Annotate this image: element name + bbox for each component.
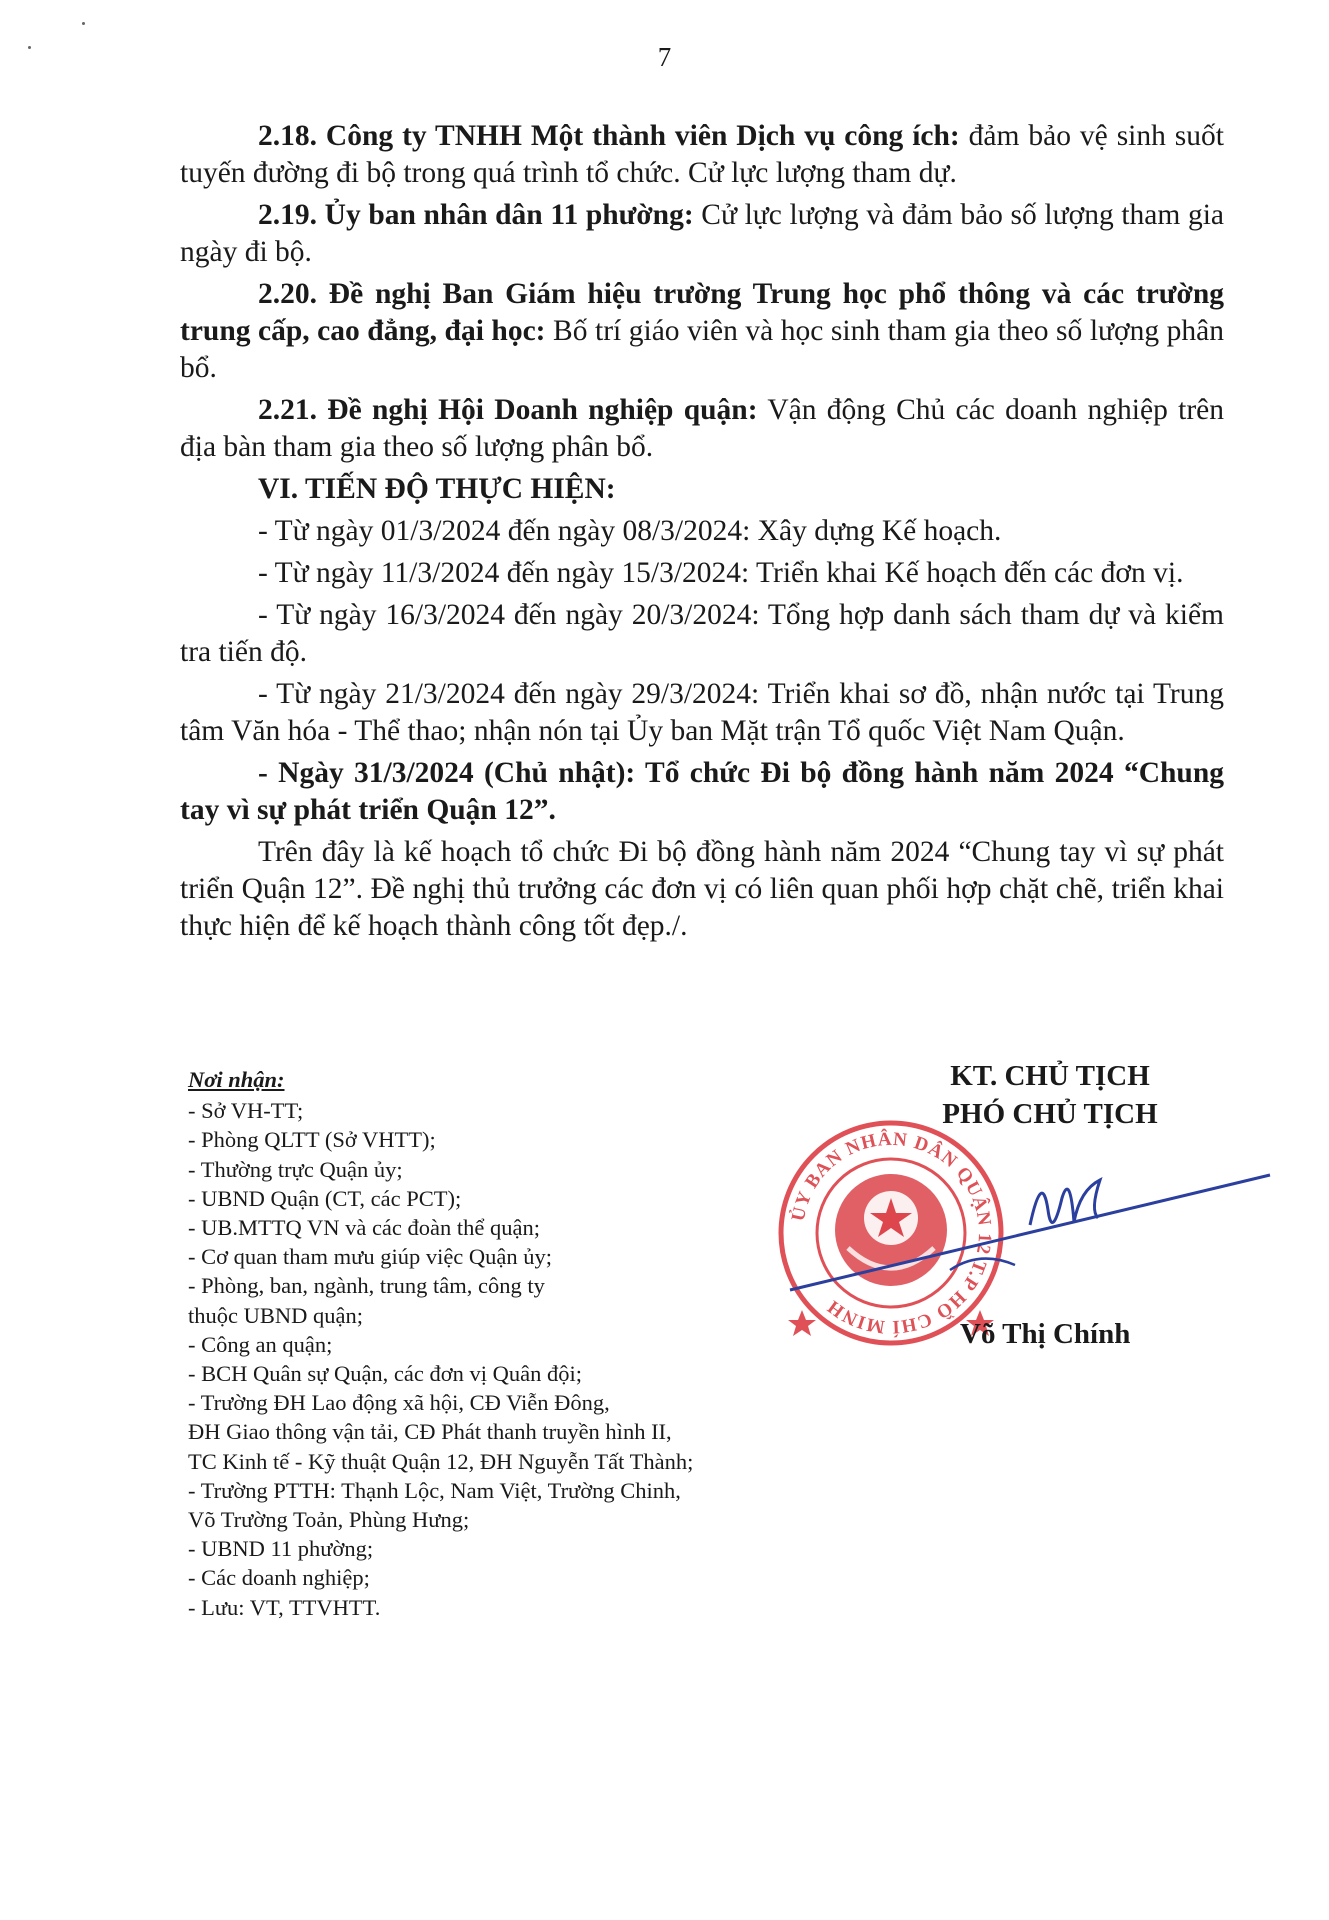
recipient-item: thuộc UBND quận; <box>188 1302 363 1328</box>
paragraph-2-19 <box>180 197 1224 271</box>
schedule-item: - Từ ngày 11/3/2024 đến ngày 15/3/2024: Triển khai Kế hoạch đến các đơn vị. <box>258 557 1184 589</box>
schedule-item: - Từ ngày 01/3/2024 đến ngày 08/3/2024: Xây dựng Kế hoạch. <box>258 515 1002 547</box>
recipient-item: TC Kinh tế - Kỹ thuật Quận 12, ĐH Nguyễn Tất Thành; <box>188 1448 694 1474</box>
section-heading: VI. TIẾN ĐỘ THỰC HIỆN: <box>258 473 616 505</box>
recipient-item: - Trường ĐH Lao động xã hội, CĐ Viễn Đông, <box>188 1390 610 1416</box>
recipient-item: - UBND Quận (CT, các PCT); <box>188 1185 462 1211</box>
closing-paragraph: Trên đây là kế hoạch tổ chức Đi bộ đồng hành năm 2024 “Chung tay vì sự phát triển Quận 12”. Đề nghị thủ trưởng các đơn vị có liên quan phối hợp chặt chẽ, triển khai thực hiện để kế hoạch thành công tốt đẹp./. <box>180 836 1224 942</box>
recipient-item: - BCH Quân sự Quận, các đơn vị Quân đội; <box>188 1361 583 1387</box>
recipient-item: Võ Trường Toản, Phùng Hưng; <box>188 1507 470 1533</box>
recipient-item: ĐH Giao thông vận tải, CĐ Phát thanh truyền hình II, <box>188 1419 672 1445</box>
paragraph-text: đảm bảo vệ sinh suốt tuyến đường đi bộ trong quá trình tổ chức. Cử lực lượng tham dự. <box>180 120 1224 189</box>
signer-name: Võ Thị Chính <box>960 1318 1131 1350</box>
paragraph-2-18 <box>180 118 1224 192</box>
handwritten-signature <box>780 1140 1280 1340</box>
schedule-item: - Từ ngày 16/3/2024 đến ngày 20/3/2024: Tổng hợp danh sách tham dự và kiểm tra tiến độ. <box>180 599 1224 668</box>
recipient-item: - Các doanh nghiệp; <box>188 1565 370 1591</box>
paragraph-lead: 2.18. Công ty TNHH Một thành viên Dịch vụ công ích: <box>258 120 960 152</box>
recipients-title: Nơi nhận: <box>188 1067 285 1092</box>
event-day: - Ngày 31/3/2024 (Chủ nhật): Tổ chức Đi bộ đồng hành năm 2024 “Chung tay vì sự phát triển Quận 12”. <box>180 757 1224 826</box>
recipient-item: - Thường trực Quận ủy; <box>188 1156 403 1182</box>
paragraph-lead: 2.19. Ủy ban nhân dân 11 phường: <box>258 199 694 231</box>
recipient-item: - Sở VH-TT; <box>188 1098 304 1124</box>
svg-text:ỦY BAN NHÂN DÂN QUẬN 12 T.P HỒ: ỦY BAN NHÂN DÂN QUẬN 12 T.P HỒ CHÍ MINH <box>787 1128 996 1338</box>
recipient-item: - Lưu: VT, TTVHTT. <box>188 1594 381 1620</box>
paragraph-2-21 <box>180 392 1224 466</box>
recipient-item: - Phòng QLTT (Sở VHTT); <box>188 1127 436 1153</box>
signer-title-2: PHÓ CHỦ TỊCH <box>942 1098 1158 1130</box>
paragraph-text: Bố trí giáo viên và học sinh tham gia theo số lượng phân bổ. <box>180 315 1224 384</box>
paragraph-lead: 2.21. Đề nghị Hội Doanh nghiệp quận: <box>258 394 758 426</box>
paragraph-lead: 2.20. Đề nghị Ban Giám hiệu trường Trung học phổ thông và các trường trung cấp, cao đẳng, đại học: <box>180 278 1224 347</box>
scan-speck <box>82 22 85 25</box>
recipient-item: - Trường PTTH: Thạnh Lộc, Nam Việt, Trường Chinh, <box>188 1477 681 1503</box>
recipients-block <box>188 1065 828 1622</box>
recipient-item: - UBND 11 phường; <box>188 1536 374 1562</box>
recipient-item: - Cơ quan tham mưu giúp việc Quận ủy; <box>188 1244 553 1270</box>
recipient-item: - Công an quận; <box>188 1331 333 1357</box>
paragraph-2-20 <box>180 276 1224 387</box>
recipient-item: - Phòng, ban, ngành, trung tâm, công ty <box>188 1273 545 1299</box>
recipients-list <box>188 1096 828 1622</box>
page-number: 7 <box>657 42 672 72</box>
paragraph-text: Cử lực lượng và đảm bảo số lượng tham gia ngày đi bộ. <box>180 199 1224 268</box>
recipient-item: - UB.MTTQ VN và các đoàn thể quận; <box>188 1215 540 1241</box>
schedule-item: - Từ ngày 21/3/2024 đến ngày 29/3/2024: Triển khai sơ đồ, nhận nước tại Trung tâm Văn hóa - Thể thao; nhận nón tại Ủy ban Mặt trận Tổ quốc Việt Nam Quận. <box>180 678 1224 747</box>
paragraph-text: Vận động Chủ các doanh nghiệp trên địa bàn tham gia theo số lượng phân bổ. <box>180 394 1224 463</box>
signer-title-1: KT. CHỦ TỊCH <box>950 1060 1150 1092</box>
document-body <box>180 118 1224 950</box>
